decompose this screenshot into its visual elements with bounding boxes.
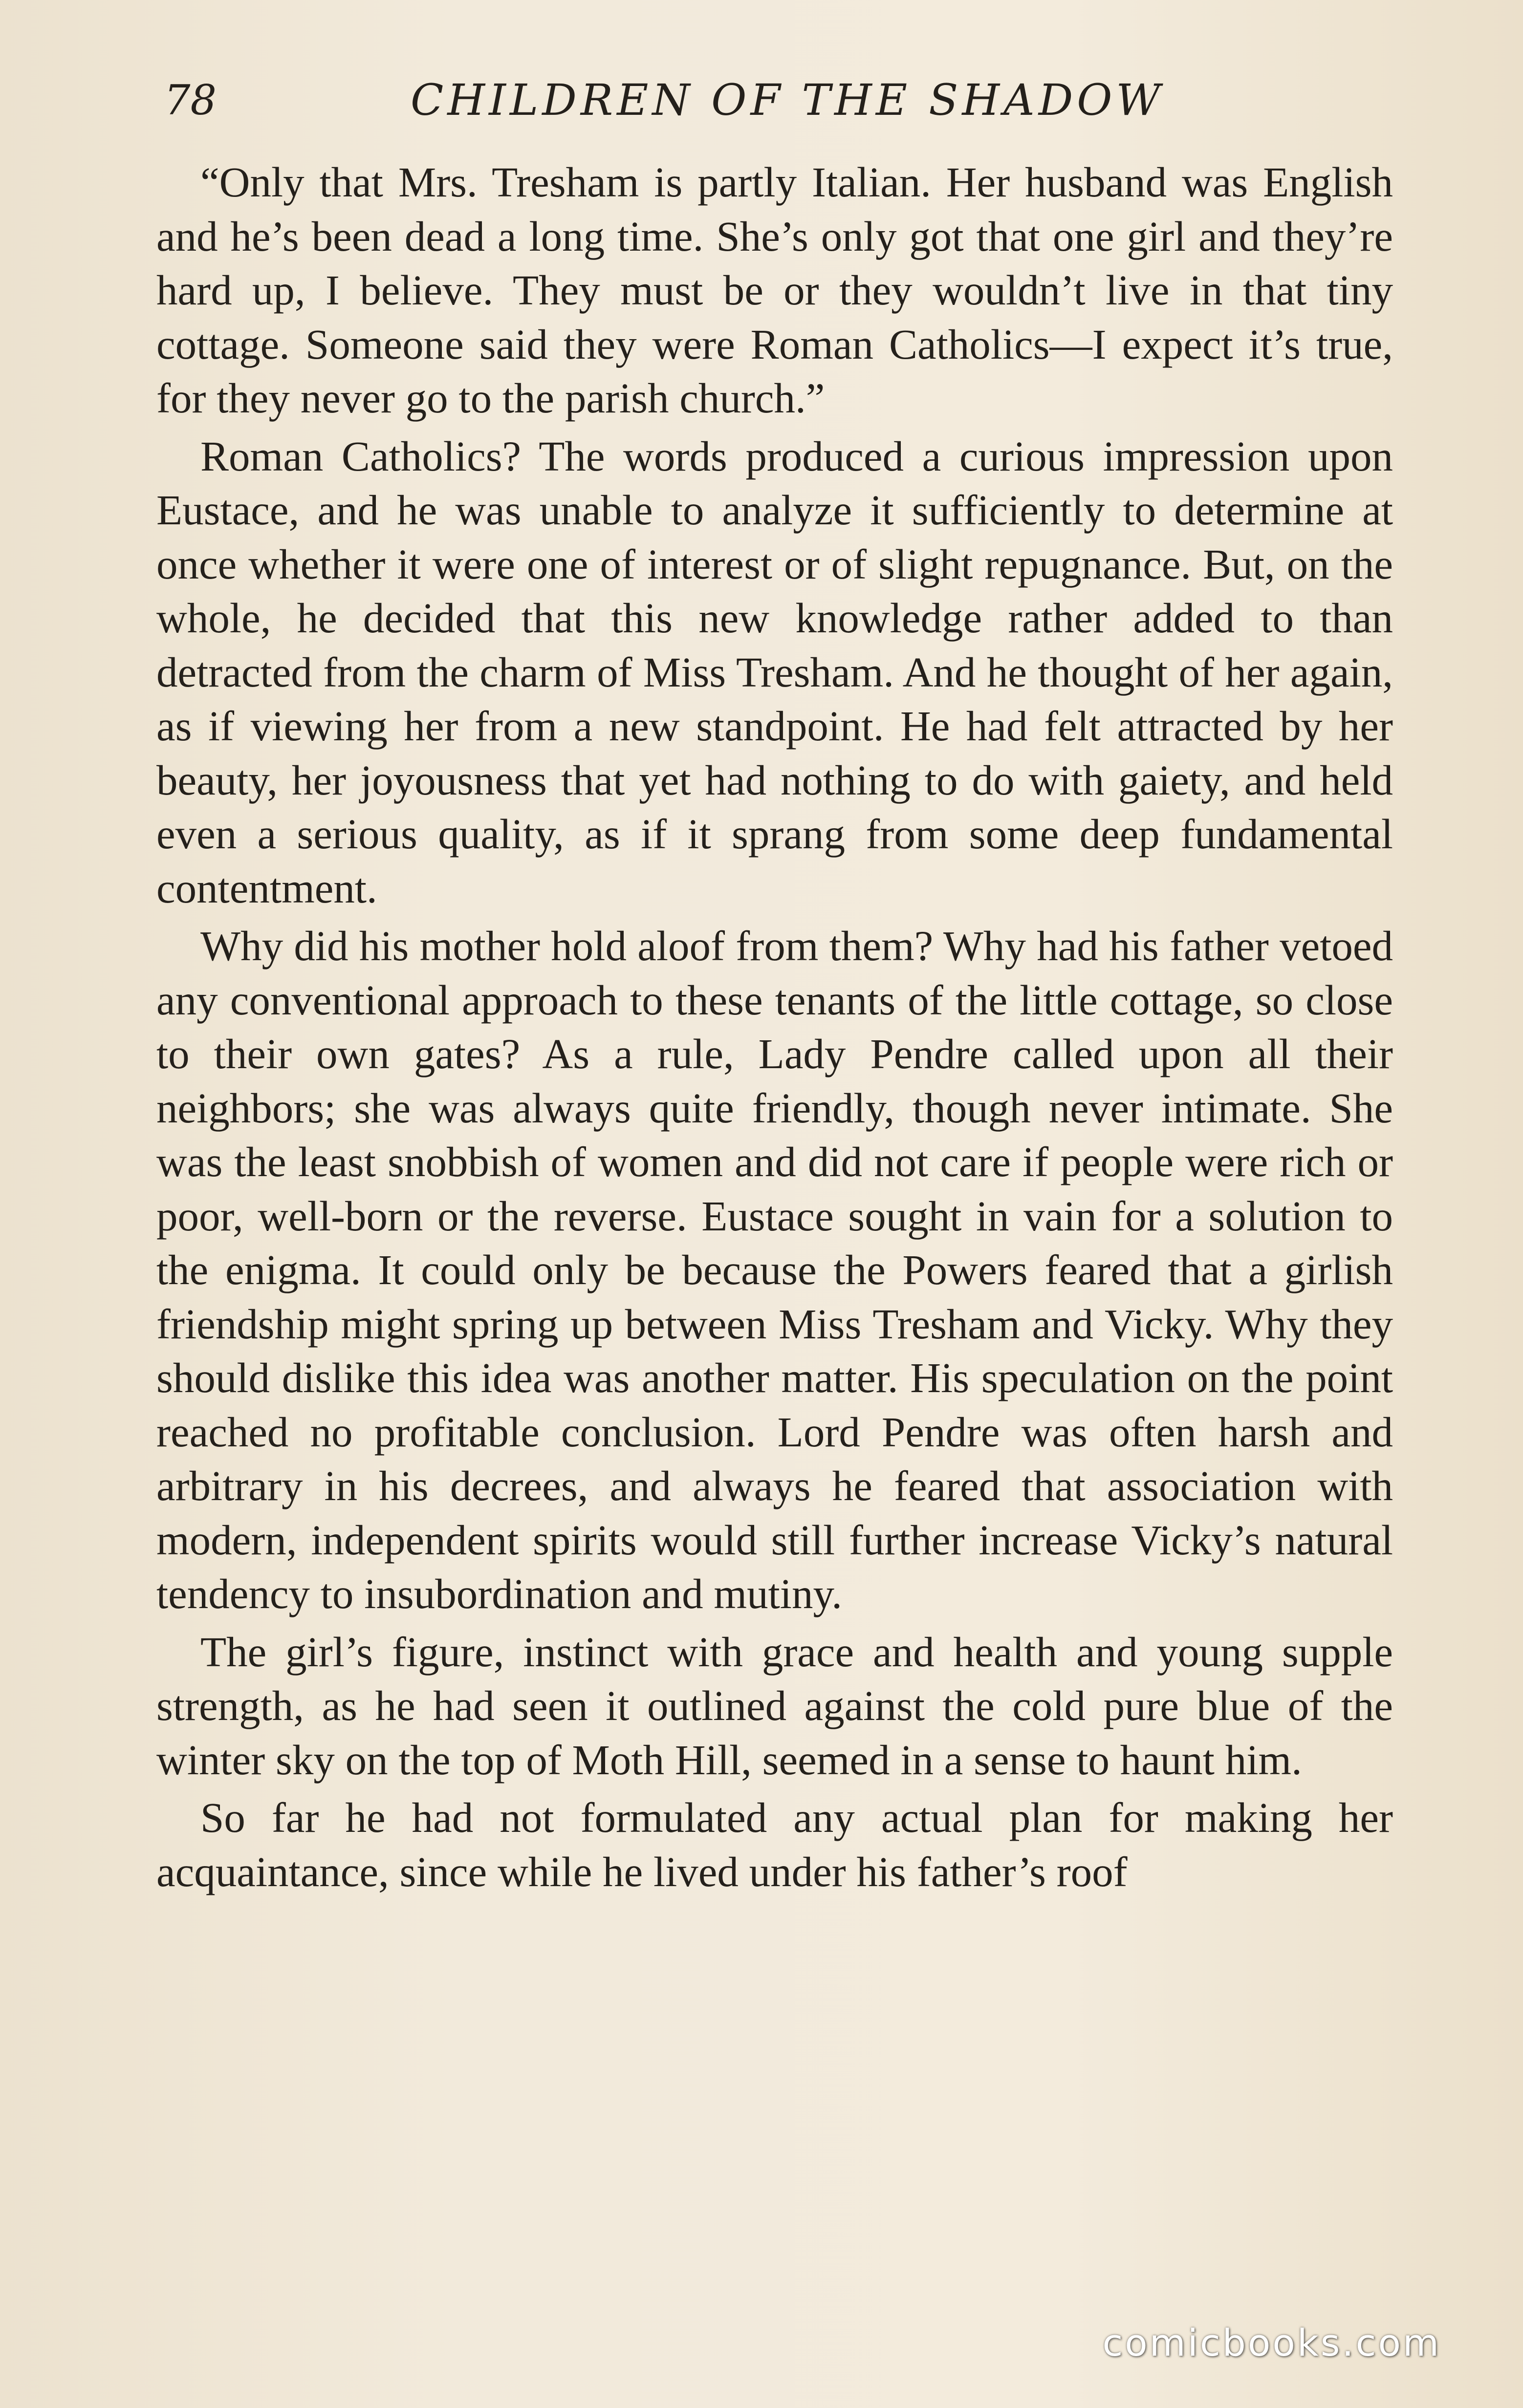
paragraph: The girl’s figure, instinct with grace and health and young supple strength, as he had seen it outlined against the cold pure blue of the winter sky on the top of Moth Hill, seemed in a sense to haunt him. (156, 1628, 1393, 1784)
page-header (156, 68, 1398, 132)
body-text (156, 155, 1393, 1899)
page-number: 78 (164, 76, 217, 124)
paragraph: “Only that Mrs. Tresham is partly Italian. Her husband was English and he’s been dead a long time. She’s only got that one girl and they’re hard up, I believe. They must be or they wouldn’t live in that tiny cottage. Someone said they were Roman Catholics—I expect it’s true, for they never go to the parish church.” (156, 158, 1393, 422)
paragraph: So far he had not formulated any actual plan for making her acquaintance, since while he lived under his father’s roof (156, 1794, 1393, 1895)
paragraph: Why did his mother hold aloof from them? Why had his father vetoed any conventional approach to these tenants of the little cottage, so close to their own gates? As a rule, Lady Pendre called upon all their neighbors; she was always quite friendly, though never intimate. She was the least snobbish of women and did not care if people were rich or poor, well-born or the reverse. Eustace sought in vain for a solution to the enigma. It could only be because the Powers feared that a girlish friendship might spring up between Miss Tresham and Vicky. Why they should dislike this idea was another matter. His speculation on the point reached no profitable conclusion. Lord Pendre was often harsh and arbitrary in his decrees, and always he feared that association with modern, independent spirits would still further increase Vicky’s natural tendency to insubordination and mutiny. (156, 922, 1393, 1617)
running-title: CHILDREN OF THE SHADOW (411, 75, 1164, 125)
paragraph: Roman Catholics? The words produced a curious impression upon Eustace, and he was unable to analyze it sufficiently to determine at once whether it were one of interest or of slight repugnance. But, on the whole, he decided that this new knowledge rather added to than detracted from the charm of Miss Tresham. And he thought of her again, as if viewing her from a new standpoint. He had felt attracted by her beauty, her joyousness that yet had nothing to do with gaiety, and held even a serious quality, as if it sprang from some deep fundamental contentment. (156, 432, 1393, 912)
site-watermark: comicbooks.com (1102, 2321, 1441, 2365)
